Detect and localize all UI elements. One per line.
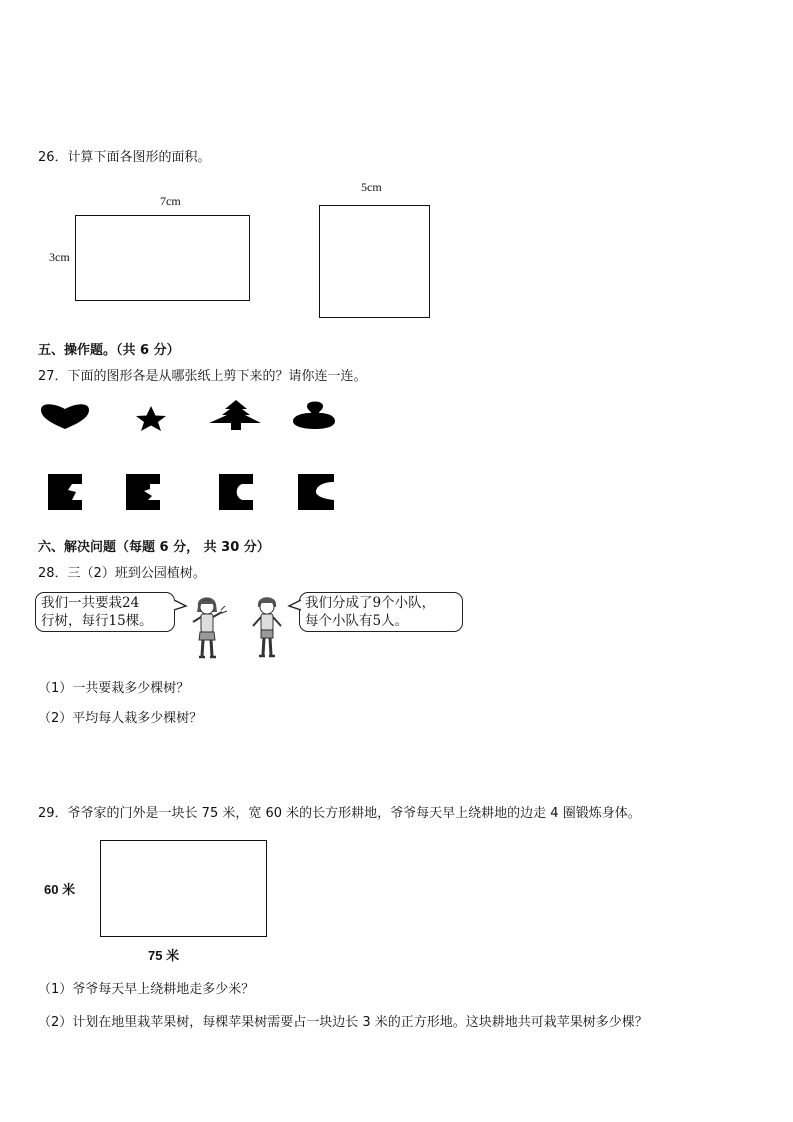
gourd-shape — [293, 402, 335, 430]
tree-shape — [209, 400, 261, 430]
q27-title: 27．下面的图形各是从哪张纸上剪下来的？请你连一连。 — [38, 369, 367, 384]
girl-speech-line-2: 行树，每行15棵。 — [41, 613, 153, 629]
q26-title: 26．计算下面各图形的面积。 — [38, 150, 211, 165]
boy-bubble-tail — [287, 598, 301, 612]
star-shape — [136, 406, 166, 431]
square-side-label: 5cm — [361, 180, 382, 194]
q28-sub1: （1）一共要栽多少棵树？ — [38, 681, 190, 696]
girl-illustration — [188, 592, 230, 662]
cut-paper-3 — [219, 474, 253, 510]
farmland-width-label: 60 米 — [44, 882, 76, 897]
cut-paper-2 — [126, 474, 160, 510]
rectangle-figure — [75, 215, 250, 301]
q29-sub2: （2）计划在地里栽苹果树，每棵苹果树需要占一块边长 3 米的正方形地。这块耕地共可栽苹果树多少棵？ — [38, 1015, 648, 1030]
q28-title: 28．三（2）班到公园植树。 — [38, 566, 206, 581]
boy-speech-line-1: 我们分成了9个小队， — [305, 595, 436, 611]
q28-sub2: （2）平均每人栽多少棵树？ — [38, 711, 203, 726]
section-6-title: 六、解决问题（每题 6 分， 共 30 分） — [38, 540, 270, 555]
cut-paper-1 — [48, 474, 82, 510]
girl-speech-line-1: 我们一共要栽24 — [41, 595, 140, 611]
cut-papers-row — [40, 470, 340, 516]
girl-bubble-tail — [174, 598, 188, 612]
rect-width-label: 7cm — [160, 194, 181, 208]
section-5-title: 五、操作题。（共 6 分） — [38, 343, 180, 358]
q29-sub1: （1）爷爷每天早上绕耕地走多少米？ — [38, 982, 255, 997]
boy-illustration — [248, 592, 288, 662]
farmland-length-label: 75 米 — [148, 948, 180, 963]
girl-speech-bubble — [35, 592, 175, 632]
cut-paper-4 — [298, 474, 334, 510]
boy-speech-bubble — [299, 592, 463, 632]
rect-height-label: 3cm — [49, 250, 70, 264]
heart-shape — [41, 404, 89, 429]
farmland-rectangle — [100, 840, 267, 937]
q29-title: 29．爷爷家的门外是一块长 75 米，宽 60 米的长方形耕地，爷爷每天早上绕耕地的边走 4 圈锻炼身体。 — [38, 806, 641, 821]
square-figure — [319, 205, 430, 318]
boy-speech-line-2: 每个小队有5人。 — [305, 613, 409, 629]
cut-shapes-row — [36, 396, 346, 436]
